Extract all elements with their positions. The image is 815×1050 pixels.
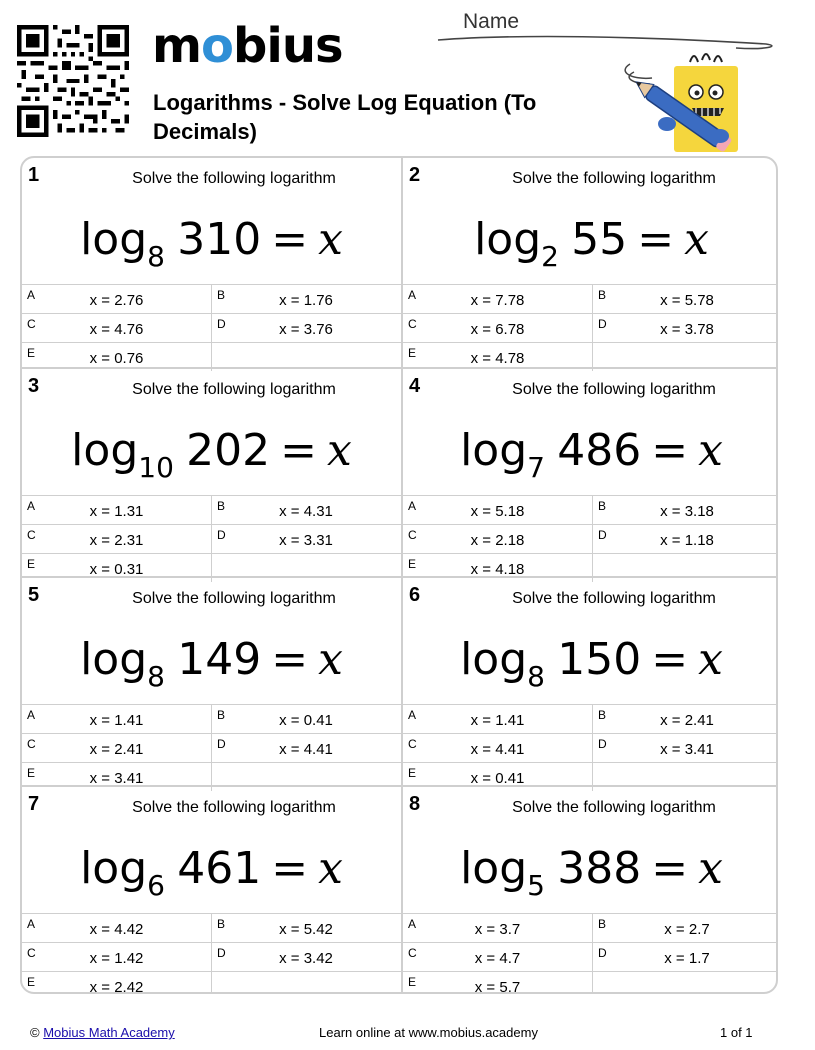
answer-option[interactable]: [22, 525, 211, 553]
option-letter: A: [27, 917, 36, 931]
question-prompt: Solve the following logarithm: [132, 799, 336, 816]
option-letter: C: [27, 737, 36, 751]
option-value: x = 0.41: [279, 712, 333, 729]
option-value: x = 0.41: [470, 770, 525, 787]
option-letter: B: [598, 288, 607, 302]
option-letter: C: [408, 317, 417, 331]
qr-code: [17, 25, 129, 137]
answer-option[interactable]: [592, 314, 778, 342]
log-base: 7: [527, 451, 545, 484]
log-base: 5: [527, 869, 545, 902]
answer-option[interactable]: [403, 496, 592, 524]
option-value: x = 2.31: [89, 532, 144, 549]
answer-options: [403, 284, 778, 371]
answer-option[interactable]: [403, 943, 592, 971]
answer-option[interactable]: [211, 914, 400, 942]
option-value: x = 1.41: [470, 712, 525, 729]
option-letter: B: [217, 499, 226, 513]
answer-option[interactable]: [22, 943, 211, 971]
question-card: [22, 367, 401, 576]
option-letter: E: [27, 346, 36, 360]
option-value: x = 5.18: [470, 503, 525, 520]
option-value: x = 3.78: [660, 321, 714, 338]
question-number: 2: [409, 164, 421, 186]
option-value: x = 4.42: [89, 921, 144, 938]
question-number: 7: [28, 793, 40, 815]
option-value: x = 3.31: [279, 532, 333, 549]
log-base: 6: [147, 869, 165, 902]
question-number: 6: [409, 584, 421, 606]
log-argument: 310: [177, 214, 262, 265]
answer-option[interactable]: [211, 285, 400, 313]
log-argument: 55: [571, 214, 628, 265]
option-value: x = 1.7: [664, 950, 710, 967]
footer-center-text: Learn online at www.mobius.academy: [319, 1025, 538, 1040]
option-letter: E: [27, 557, 36, 571]
option-letter: E: [408, 975, 417, 989]
option-letter: D: [598, 317, 607, 331]
logo-text-m: m: [152, 18, 202, 74]
option-letter: D: [217, 946, 226, 960]
answer-option[interactable]: [22, 705, 211, 733]
log-equation: $\log_2 55 = x$: [474, 214, 709, 273]
option-value: x = 4.76: [89, 321, 144, 338]
option-value: x = 7.78: [470, 292, 525, 309]
option-letter: A: [408, 708, 417, 722]
question-card: [401, 576, 778, 785]
answer-option[interactable]: [22, 285, 211, 313]
answer-option[interactable]: [403, 705, 592, 733]
option-letter: B: [598, 708, 607, 722]
option-value: x = 4.7: [474, 950, 521, 967]
option-value: x = 2.41: [89, 741, 144, 758]
log-base: 8: [147, 240, 165, 273]
answer-option[interactable]: [211, 734, 400, 762]
option-value: x = 6.78: [470, 321, 525, 338]
option-letter: C: [27, 946, 36, 960]
option-letter: A: [408, 499, 417, 513]
log-equation: $\log_{10} 202 = x$: [71, 425, 352, 484]
option-letter: B: [217, 917, 226, 931]
log-argument: 388: [557, 843, 642, 894]
footer-copyright: [30, 1025, 175, 1040]
log-equation: $\log_6 461 = x$: [80, 843, 343, 902]
option-value: x = 0.76: [89, 350, 144, 367]
answer-option[interactable]: [592, 914, 778, 942]
option-letter: A: [408, 917, 417, 931]
answer-option[interactable]: [211, 943, 400, 971]
answer-option[interactable]: [22, 972, 211, 994]
copyright-symbol: ©: [30, 1025, 40, 1040]
option-letter: D: [598, 946, 607, 960]
answer-option[interactable]: [22, 496, 211, 524]
question-card: [22, 158, 401, 367]
logo-text-rest: bius: [233, 18, 343, 74]
answer-option[interactable]: [211, 525, 400, 553]
answer-options: [22, 913, 401, 994]
question-card: [22, 785, 401, 994]
option-letter: A: [27, 288, 36, 302]
question-prompt: Solve the following logarithm: [132, 381, 336, 398]
option-letter: D: [217, 317, 226, 331]
option-value: x = 4.78: [470, 350, 525, 367]
answer-option[interactable]: [592, 705, 778, 733]
brand-logo: [152, 18, 343, 74]
option-letter: E: [408, 766, 417, 780]
option-value: x = 1.31: [89, 503, 144, 520]
option-letter: B: [598, 917, 607, 931]
question-number: 4: [409, 375, 421, 397]
option-letter: B: [217, 288, 226, 302]
answer-option[interactable]: [211, 705, 400, 733]
worksheet-title: Logarithms - Solve Log Equation (To Decimals): [153, 90, 537, 144]
option-value: x = 5.42: [279, 921, 333, 938]
page-indicator: 1 of 1: [720, 1025, 753, 1040]
answer-option[interactable]: [592, 943, 778, 971]
option-value: x = 2.7: [664, 921, 710, 938]
option-value: x = 5.7: [474, 979, 521, 994]
answer-option[interactable]: [22, 734, 211, 762]
answer-options: [403, 913, 778, 994]
question-prompt: Solve the following logarithm: [512, 170, 716, 187]
question-card: [401, 785, 778, 994]
log-argument: 486: [557, 425, 642, 476]
option-value: x = 3.41: [89, 770, 144, 787]
option-letter: A: [27, 708, 36, 722]
question-grid: [20, 156, 778, 994]
empty-option-slot: [211, 972, 400, 994]
option-value: x = 3.42: [279, 950, 333, 967]
option-letter: C: [27, 317, 36, 331]
question-prompt: Solve the following logarithm: [512, 590, 716, 607]
option-letter: C: [408, 737, 417, 751]
log-base: 10: [138, 451, 174, 484]
option-value: x = 2.41: [660, 712, 714, 729]
option-value: x = 1.18: [660, 532, 714, 549]
option-value: x = 4.41: [470, 741, 525, 758]
option-value: x = 3.7: [474, 921, 521, 938]
option-value: x = 1.42: [89, 950, 144, 967]
academy-link[interactable]: Mobius Math Academy: [43, 1025, 175, 1040]
option-value: x = 3.76: [279, 321, 333, 338]
mascot-illustration: [612, 44, 747, 159]
answer-options: [22, 704, 401, 791]
empty-option-slot: [592, 972, 778, 994]
answer-option[interactable]: [22, 314, 211, 342]
option-letter: E: [27, 766, 36, 780]
log-equation: $\log_8 150 = x$: [460, 634, 723, 693]
answer-option[interactable]: [592, 525, 778, 553]
option-letter: B: [598, 499, 607, 513]
answer-option[interactable]: [403, 734, 592, 762]
option-value: x = 2.42: [89, 979, 144, 994]
answer-option[interactable]: [403, 914, 592, 942]
answer-options: [403, 704, 778, 791]
answer-option[interactable]: [403, 972, 592, 994]
option-letter: D: [217, 528, 226, 542]
answer-options: [22, 284, 401, 371]
option-value: x = 2.18: [470, 532, 525, 549]
option-letter: C: [408, 946, 417, 960]
option-value: x = 4.41: [279, 741, 333, 758]
log-base: 2: [541, 240, 559, 273]
question-card: [401, 367, 778, 576]
option-letter: A: [27, 499, 36, 513]
answer-options: [22, 495, 401, 582]
logo-text-o: o: [201, 18, 233, 74]
log-argument: 150: [557, 634, 642, 685]
question-number: 5: [28, 584, 40, 606]
option-value: x = 4.31: [279, 503, 333, 520]
option-value: x = 5.78: [660, 292, 714, 309]
log-equation: $\log_8 149 = x$: [80, 634, 343, 693]
option-letter: D: [217, 737, 226, 751]
answer-option[interactable]: [592, 734, 778, 762]
option-value: x = 3.18: [660, 503, 714, 520]
option-value: x = 4.18: [470, 561, 525, 578]
question-prompt: Solve the following logarithm: [132, 590, 336, 607]
option-letter: E: [27, 975, 36, 989]
option-value: x = 1.76: [279, 292, 333, 309]
answer-option[interactable]: [592, 285, 778, 313]
option-letter: B: [217, 708, 226, 722]
option-letter: A: [408, 288, 417, 302]
log-equation: $\log_7 486 = x$: [460, 425, 723, 484]
answer-option[interactable]: [403, 314, 592, 342]
log-argument: 461: [177, 843, 262, 894]
answer-option[interactable]: [211, 314, 400, 342]
question-number: 1: [28, 164, 40, 186]
option-letter: D: [598, 528, 607, 542]
log-equation: $\log_8 310 = x$: [80, 214, 343, 273]
option-letter: E: [408, 346, 417, 360]
option-value: x = 1.41: [89, 712, 144, 729]
question-card: [401, 158, 778, 367]
question-prompt: Solve the following logarithm: [512, 799, 716, 816]
name-label: Name: [463, 10, 520, 33]
answer-option[interactable]: [592, 496, 778, 524]
option-letter: C: [27, 528, 36, 542]
log-argument: 202: [186, 425, 271, 476]
log-equation: $\log_5 388 = x$: [460, 843, 723, 902]
question-card: [22, 576, 401, 785]
answer-option[interactable]: [403, 285, 592, 313]
question-number: 8: [409, 793, 421, 815]
option-value: x = 3.41: [660, 741, 714, 758]
answer-option[interactable]: [211, 496, 400, 524]
answer-options: [403, 495, 778, 582]
option-value: x = 2.76: [89, 292, 144, 309]
option-letter: C: [408, 528, 417, 542]
answer-option[interactable]: [403, 525, 592, 553]
option-letter: E: [408, 557, 417, 571]
question-prompt: Solve the following logarithm: [132, 170, 336, 187]
question-prompt: Solve the following logarithm: [512, 381, 716, 398]
option-letter: D: [598, 737, 607, 751]
option-value: x = 0.31: [89, 561, 144, 578]
log-base: 8: [147, 660, 165, 693]
question-number: 3: [28, 375, 40, 397]
answer-option[interactable]: [22, 914, 211, 942]
log-argument: 149: [177, 634, 262, 685]
log-base: 8: [527, 660, 545, 693]
